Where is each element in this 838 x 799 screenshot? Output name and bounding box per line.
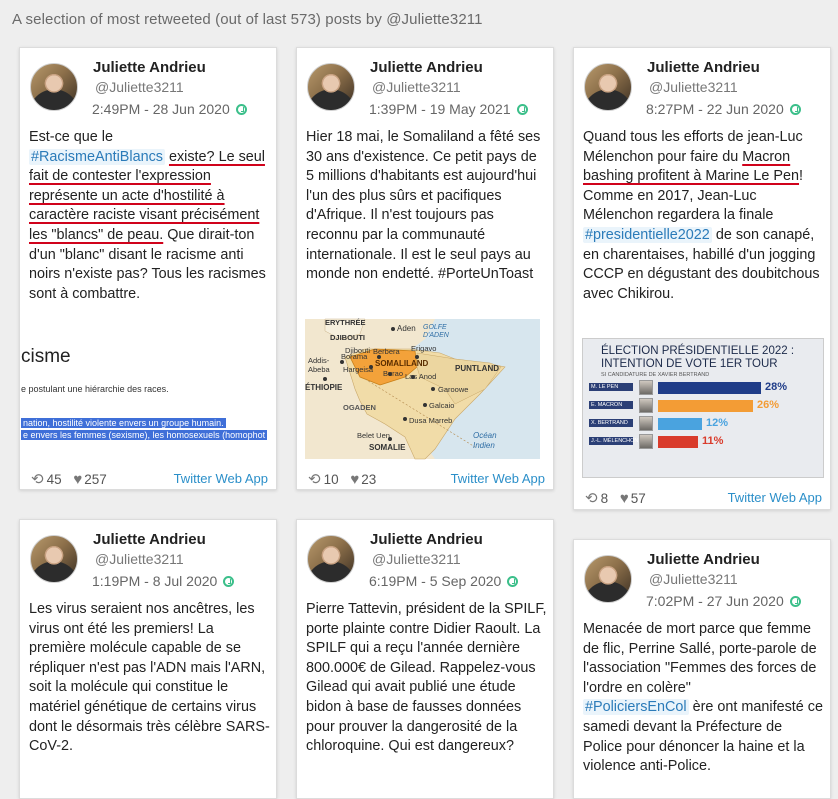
avatar[interactable]	[30, 535, 78, 583]
avatar[interactable]	[584, 555, 632, 603]
clock-icon	[790, 596, 801, 607]
tweet-footer	[31, 470, 268, 488]
retweet-stat[interactable]: ⟲ 45	[31, 471, 62, 488]
avatar[interactable]	[307, 63, 355, 111]
retweet-stat[interactable]: ⟲ 10	[308, 471, 339, 488]
map-label: DJIBOUTI	[330, 333, 366, 342]
retweet-stat[interactable]: ⟲ 8	[585, 490, 609, 507]
poll-candidate-photo	[639, 416, 653, 431]
map-label: ERYTHRÉE	[325, 318, 366, 327]
author-name[interactable]: Juliette Andrieu	[370, 531, 483, 548]
timestamp[interactable]	[92, 573, 234, 589]
timestamp-text: 1:39PM - 19 May 2021	[369, 101, 511, 117]
map-label: Océan	[473, 431, 497, 440]
poll-title: INTENTION DE VOTE 1ER TOUR	[601, 358, 778, 370]
poll-candidate-photo	[639, 434, 653, 449]
tweet-text: Les virus seraient nos ancêtres, les virus ont été les premiers! La première molécule capable de se répliquer n'est pas l'ADN mais l'ARN, soit la molécule qui constitue le matériel génétique de certains virus dont le désormais très célèbre SARS-CoV-2.	[29, 601, 270, 755]
map-label: Berbera	[373, 347, 400, 356]
source-link[interactable]: Twitter Web App	[727, 490, 822, 505]
timestamp[interactable]	[646, 101, 801, 117]
avatar[interactable]	[584, 63, 632, 111]
tweet-text: Menacée de mort parce que femme de flic, Perrine Sallé, porte-parole de l'association "Femmes des forces de l'ordre en colère" #PoliciersEnCol ère ont manifesté ce samedi devant la Préfecture de Police pour dénoncer la haine et la violence anti-Police.	[583, 621, 823, 775]
retweet-icon: ⟲	[31, 471, 44, 488]
poll-bar	[658, 436, 698, 448]
author-handle[interactable]: @Juliette3211	[649, 79, 738, 95]
tweet-footer	[308, 470, 545, 488]
image-line-highlighted: e envers les femmes (sexisme), les homosexuels (homophot	[23, 430, 266, 440]
tweet-footer	[585, 489, 822, 507]
clock-icon	[236, 104, 247, 115]
poll-value-label: 26%	[757, 399, 780, 411]
timestamp-text: 1:19PM - 8 Jul 2020	[92, 573, 218, 589]
poll-subtitle: SI CANDIDATURE DE XAVIER BERTRAND	[601, 372, 710, 378]
map-label: Addis-Abeba	[308, 356, 330, 374]
tweet-card[interactable]	[296, 47, 554, 490]
poll-candidate-name: M. LE PEN	[589, 383, 633, 391]
map-label: Indien	[473, 441, 495, 450]
map-label: Erigavo	[411, 344, 437, 353]
map-label: ÉTHIOPIE	[305, 383, 343, 392]
page-header: A selection of most retweeted (out of last 573) posts by @Juliette3211	[12, 11, 483, 28]
retweet-icon: ⟲	[308, 471, 321, 488]
timestamp-text: 2:49PM - 28 Jun 2020	[92, 101, 230, 117]
source-link[interactable]: Twitter Web App	[450, 471, 545, 486]
author-handle[interactable]: @Juliette3211	[372, 551, 461, 567]
heart-icon: ♥	[619, 490, 629, 507]
tweet-card[interactable]	[573, 539, 831, 799]
author-handle[interactable]: @Juliette3211	[372, 79, 461, 95]
timestamp-text: 8:27PM - 22 Jun 2020	[646, 101, 784, 117]
map-label: Djibouti	[345, 346, 371, 355]
retweet-icon: ⟲	[585, 490, 598, 507]
timestamp[interactable]	[369, 101, 528, 117]
map-label: Burao	[383, 369, 404, 378]
hashtag-link[interactable]: #PoliciersEnCol	[585, 699, 687, 716]
image-line: e postulant une hiérarchie des races.	[21, 384, 169, 394]
poll-value-label: 11%	[702, 435, 724, 447]
like-stat[interactable]: ♥ 23	[350, 471, 377, 488]
timestamp[interactable]	[92, 101, 247, 117]
author-name[interactable]: Juliette Andrieu	[647, 59, 760, 76]
map-label: SOMALIE	[369, 443, 406, 452]
tweet-card[interactable]	[19, 519, 277, 799]
timestamp[interactable]	[646, 593, 801, 609]
clock-icon	[507, 576, 518, 587]
map-label: Dusa Marreb	[409, 416, 453, 425]
hashtag-link[interactable]: #RacismeAntiBlancs	[31, 148, 163, 165]
map-label: GOLFE D'ADEN	[423, 324, 449, 339]
tweet-text: Hier 18 mai, le Somaliland a fêté ses 30 ans d'existence. Ce petit pays de 5 millions d'habitants est aujourd'hui l'un des plus sûrs et pacifiques d'Afrique. Il n'est toujours pas reconnu par la communauté internationale. Il est le seul pays au monde non endetté. #PorteUnToast	[306, 129, 541, 283]
poll-title: ÉLECTION PRÉSIDENTIELLE 2022 :	[601, 345, 795, 357]
avatar[interactable]	[307, 535, 355, 583]
poll-value-label: 12%	[706, 417, 729, 429]
heart-icon: ♥	[350, 471, 360, 488]
tweet-text: Quand tous les efforts de jean-Luc Mélenchon pour faire du Macron bashing profitent à Marine Le Pen! Comme en 2017, Jean-Luc Mélenchon regardera la finale #presidentielle2022 de son canapé, en charentaises, habillé d'un jogging CCCP en dégustant des doubitchous avec Chikirou.	[583, 129, 820, 302]
poll-bar	[658, 418, 702, 430]
map-label: Borama	[341, 352, 368, 361]
clock-icon	[517, 104, 528, 115]
poll-value-label: 28%	[765, 381, 788, 393]
author-name[interactable]: Juliette Andrieu	[647, 551, 760, 568]
tweet-card[interactable]	[19, 47, 277, 490]
map-label: OGADEN	[343, 403, 376, 412]
tweet-card[interactable]	[573, 47, 831, 510]
clock-icon	[223, 576, 234, 587]
map-label: SOMALILAND	[375, 359, 429, 368]
map-image[interactable]	[305, 319, 540, 459]
poll-bar	[658, 400, 753, 412]
timestamp-text: 7:02PM - 27 Jun 2020	[646, 593, 784, 609]
author-name[interactable]: Juliette Andrieu	[93, 531, 206, 548]
poll-candidate-name: X. BERTRAND	[589, 419, 633, 427]
poll-candidate-name: J.-L. MÉLENCHON	[591, 438, 639, 444]
map-label: Aden	[397, 324, 416, 333]
avatar[interactable]	[30, 63, 78, 111]
image-line-highlighted: nation, hostilité violente envers un groupe humain.	[23, 418, 224, 428]
author-handle[interactable]: @Juliette3211	[649, 571, 738, 587]
poll-bar	[658, 382, 761, 394]
map-label: Hargeisa	[343, 365, 374, 374]
poll-candidate-name: E. MACRON	[589, 401, 633, 409]
map-label: Galcaio	[429, 401, 455, 410]
map-label: Las Anod	[405, 372, 437, 381]
tweet-text: Est-ce que le #RacismeAntiBlancs existe? Le seul fait de contester l'expression représente un acte d'hostilité à caractère raciste visant précisément les "blancs" de peau. Que dirait-ton d'un "blanc" disant le racisme anti noirs n'existe pas? Tous les racismes sont à combattre.	[29, 129, 266, 302]
tweet-image[interactable]	[21, 336, 271, 446]
map-label: PUNTLAND	[455, 364, 499, 373]
author-handle[interactable]: @Juliette3211	[95, 551, 184, 567]
timestamp[interactable]	[369, 573, 518, 589]
like-stat[interactable]: ♥ 257	[73, 471, 107, 488]
image-heading: cisme	[21, 346, 71, 367]
hashtag-link[interactable]: #presidentielle2022	[585, 226, 710, 243]
tweet-text: Pierre Tattevin, président de la SPILF, porte plainte contre Didier Raoult. La SPILF qui a reçu l'année dernière 800.000€ de Gilead. Rappelez-vous Gilead qui avait publié une étude bidon à base de fausses données pour prouver la dangerosité de la chloroquine. Qui est dangereux?	[306, 601, 547, 755]
map-label: Garoowe	[438, 385, 469, 394]
timestamp-text: 6:19PM - 5 Sep 2020	[369, 573, 502, 589]
author-name[interactable]: Juliette Andrieu	[93, 59, 206, 76]
heart-icon: ♥	[73, 471, 83, 488]
poll-candidate-photo	[639, 380, 653, 395]
poll-candidate-photo	[639, 398, 653, 413]
author-name[interactable]: Juliette Andrieu	[370, 59, 483, 76]
poll-image[interactable]	[582, 338, 824, 478]
author-handle[interactable]: @Juliette3211	[95, 79, 184, 95]
tweet-card[interactable]	[296, 519, 554, 799]
map-label: Belet Uen	[357, 431, 390, 440]
like-stat[interactable]: ♥ 57	[619, 490, 646, 507]
source-link[interactable]: Twitter Web App	[173, 471, 268, 486]
clock-icon	[790, 104, 801, 115]
